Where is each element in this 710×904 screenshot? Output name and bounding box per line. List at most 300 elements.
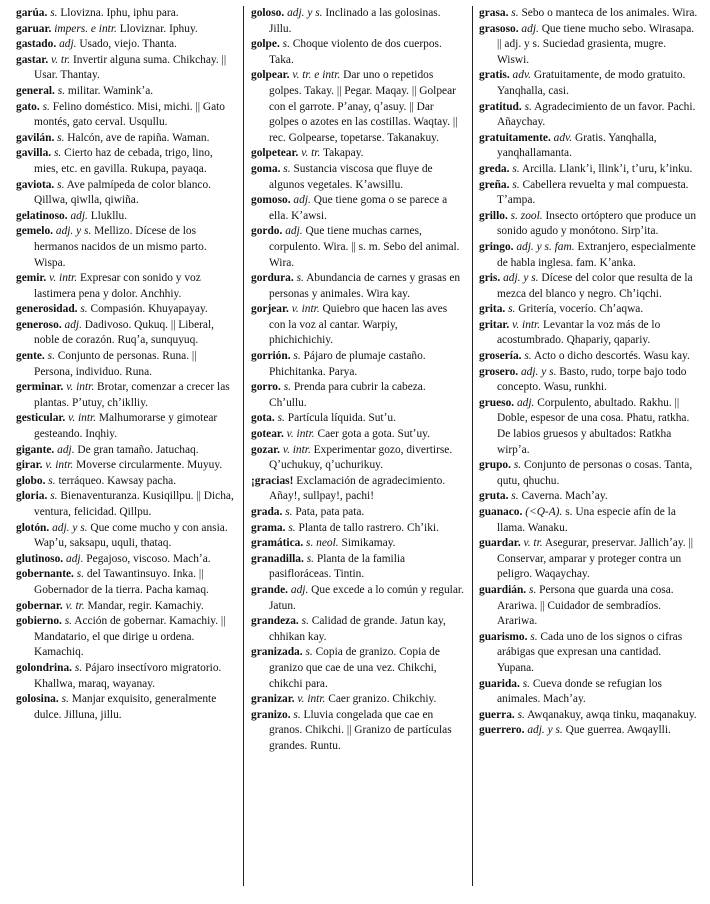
dictionary-entry — [16, 22, 235, 38]
dictionary-entry — [251, 271, 464, 302]
entry-grammar: s. — [517, 708, 525, 721]
entry-definition: Dadivoso. Qukuq. || Liberal, noble de corazón. Ruqʼa, sunquyuq. — [34, 318, 214, 347]
entry-headword: gente. — [16, 350, 45, 363]
entry-definition: De gran tamaño. Jatuchaq. — [77, 443, 199, 456]
dictionary-entry — [479, 458, 698, 489]
entry-grammar: (<Q-A). — [525, 506, 563, 518]
entry-definition: Inclinado a las golosinas. Jillu. — [269, 7, 441, 35]
dictionary-column-3 — [472, 6, 710, 739]
entry-grammar: v. tr. e intr. — [292, 69, 341, 82]
entry-grammar: s. — [511, 490, 519, 503]
entry-headword: grandeza. — [251, 615, 299, 628]
entry-grammar: s. — [524, 350, 532, 363]
entry-definition: Prenda para cubrir la cabeza. Chʼullu. — [269, 381, 426, 409]
dictionary-entry — [16, 567, 235, 598]
entry-headword: granizo. — [251, 708, 291, 721]
entry-grammar: adj. — [70, 209, 88, 222]
dictionary-entry — [479, 68, 698, 99]
dictionary-entry — [479, 349, 698, 365]
entry-definition: Conjunto de personas. Runa. || Persona, individuo. Runa. — [34, 350, 197, 378]
entry-grammar: adj. y s. — [527, 724, 563, 737]
dictionary-entry — [479, 536, 698, 583]
dictionary-entry — [479, 723, 698, 739]
entry-definition: militar. Waminkʼa. — [67, 84, 154, 97]
entry-grammar: adj. — [516, 396, 535, 409]
dictionary-entry — [251, 193, 464, 224]
entry-headword: globo. — [16, 474, 46, 487]
dictionary-column-2 — [243, 6, 472, 755]
entry-definition: Que tiene goma o se parece a ella. Kʼawsi. — [269, 194, 448, 222]
entry-headword: gobierno. — [16, 615, 62, 628]
dictionary-entry — [479, 209, 698, 240]
entry-headword: golpe. — [251, 38, 280, 51]
entry-grammar: v. tr. — [301, 147, 321, 160]
dictionary-entry — [251, 427, 464, 443]
entry-grammar: adj. — [293, 194, 311, 207]
entry-grammar: s. — [282, 38, 290, 51]
entry-headword: goma. — [251, 162, 281, 175]
entry-grammar: s. — [530, 630, 538, 643]
entry-grammar: adj. y s. — [55, 225, 92, 238]
entry-headword: granizada. — [251, 646, 303, 659]
entry-grammar: adj. — [521, 22, 539, 35]
dictionary-entry — [251, 552, 464, 583]
entry-grammar: s. — [301, 615, 309, 628]
entry-grammar: adj. y s. — [52, 521, 88, 534]
entry-headword: gorjear. — [251, 303, 289, 316]
dictionary-entry — [16, 614, 235, 661]
entry-grammar: v. intr. — [297, 693, 326, 706]
dictionary-entry — [251, 443, 464, 474]
dictionary-entry — [16, 599, 235, 615]
entry-headword: gratis. — [479, 69, 510, 82]
dictionary-entry — [16, 37, 235, 53]
entry-definition: Choque violento de dos cuerpos. Taka. — [269, 38, 442, 66]
entry-grammar: s. — [512, 162, 520, 175]
entry-grammar: s. — [305, 646, 313, 659]
entry-headword: gobernante. — [16, 568, 74, 581]
entry-grammar: adj. — [290, 583, 309, 596]
entry-definition: Acción de gobernar. Kamachiy. || Mandatario, el que dirige u ordena. Kamachiq. — [34, 615, 226, 659]
entry-grammar: adj. — [57, 443, 75, 456]
entry-definition: Bienaventuranza. Kusiqillpu. || Dicha, ventura, felicidad. Qillpu. — [34, 490, 234, 518]
entry-grammar: s. — [61, 693, 69, 706]
entry-headword: gavilla. — [16, 147, 52, 160]
dictionary-entry — [479, 505, 698, 536]
entry-grammar: s. — [296, 272, 304, 285]
dictionary-entry — [251, 536, 464, 552]
entry-definition: Persona que guarda una cosa. Arariwa. || Cuidador de sembradíos. Arariwa. — [497, 583, 674, 628]
entry-grammar: s. zool. — [510, 209, 543, 222]
entry-definition: Halcón, ave de rapiña. Waman. — [67, 131, 210, 144]
dictionary-entry — [16, 318, 235, 349]
entry-definition: Awqanakuy, awqa tinku, maqanakuy. — [527, 708, 697, 721]
dictionary-entry — [16, 661, 235, 692]
entry-grammar: s. — [57, 131, 65, 144]
entry-grammar: s. — [53, 147, 62, 160]
entry-definition: Gratuitamente, de modo gratuito. Yanqhalla, casi. — [497, 69, 686, 97]
entry-definition: del Tawantinsuyo. Inka. || Gobernador de la tierra. Pacha kamaq. — [34, 568, 209, 596]
dictionary-entry — [251, 474, 464, 505]
entry-definition: Brotar, comenzar a crecer las plantas. Pʼutuy, chʼiklliy. — [34, 381, 230, 409]
entry-headword: glotón. — [16, 521, 50, 534]
entry-headword: gastar. — [16, 53, 49, 66]
entry-definition: Exclamación de agradecimiento. Añay!, sullpay!, pachi! — [269, 474, 446, 503]
dictionary-entry — [16, 178, 235, 209]
entry-headword: gris. — [479, 272, 501, 285]
dictionary-entry — [16, 443, 235, 459]
dictionary-entry — [251, 614, 464, 645]
entry-headword: gozar. — [251, 443, 280, 456]
entry-definition: Calidad de grande. Jatun kay, chhikan kay. — [269, 615, 446, 643]
entry-definition: Que tiene mucho sebo. Wirasapa. || adj. y s. Suciedad grasienta, mugre. Wiswi. — [497, 22, 695, 66]
dictionary-entry — [251, 68, 464, 146]
entry-grammar: adj. — [66, 552, 84, 565]
dictionary-entry — [16, 224, 235, 271]
dictionary-entry — [16, 302, 235, 318]
entry-definition: Pata, pata pata. — [295, 506, 365, 518]
entry-definition: Copia de granizo. Copia de granizo que cae de una vez. Chikchi, chikchi para. — [269, 646, 440, 690]
entry-headword: gratuitamente. — [479, 131, 551, 144]
entry-headword: gota. — [251, 412, 275, 425]
entry-headword: girar. — [16, 459, 43, 472]
entry-definition: Invertir alguna suma. Chikchay. || Usar. Thantay. — [34, 53, 227, 82]
entry-headword: gavilán. — [16, 131, 55, 144]
entry-definition: Manjar exquisito, generalmente dulce. Jilluna, jillu. — [34, 693, 217, 721]
dictionary-entry — [479, 583, 698, 630]
entry-grammar: s. — [293, 350, 301, 363]
dictionary-entry — [479, 178, 698, 209]
dictionary-entry — [479, 100, 698, 131]
dictionary-entry — [479, 318, 698, 349]
entry-headword: guanaco. — [479, 506, 523, 518]
entry-headword: gorrión. — [251, 350, 291, 363]
entry-grammar: s. — [50, 7, 58, 19]
entry-definition: Corpulento, abultado. Rakhu. || Doble, espesor de una cosa. Phatu, ratkha. De labios gruesos y abultados: Ratkha wirpʼa. — [497, 396, 690, 456]
entry-definition: Experimentar gozo, divertirse. Qʼuchukuy, qʼuchurikuy. — [269, 443, 453, 472]
entry-headword: grupo. — [479, 459, 511, 472]
entry-headword: gorro. — [251, 381, 281, 394]
entry-headword: generoso. — [16, 318, 62, 331]
entry-headword: gruta. — [479, 490, 509, 503]
dictionary-entry — [479, 630, 698, 677]
dictionary-entry — [251, 224, 464, 271]
dictionary-entry — [16, 521, 235, 552]
entry-headword: golpetear. — [251, 147, 299, 160]
entry-grammar: v. tr. — [51, 53, 71, 66]
entry-definition: Cada uno de los signos o cifras arábigas que expresan una cantidad. Yupana. — [497, 630, 683, 674]
entry-definition: Planta de tallo rastrero. Chʼiki. — [298, 521, 439, 534]
dictionary-entry — [251, 505, 464, 521]
entry-definition: Acto o dicho descortés. Wasu kay. — [533, 350, 690, 363]
entry-definition: Pegajoso, viscoso. Machʼa. — [86, 552, 211, 565]
entry-definition: Que tiene muchas carnes, corpulento. Wira. || s. m. Sebo del animal. Wira. — [269, 225, 460, 269]
entry-headword: greda. — [479, 162, 510, 175]
entry-headword: golosina. — [16, 693, 59, 706]
entry-grammar: v. intr. — [282, 443, 311, 456]
entry-definition: Levantar la voz más de lo acostumbrado. Qhapariy, qapariy. — [497, 318, 661, 347]
entry-grammar: v. intr. — [66, 381, 95, 394]
entry-grammar: s. — [76, 568, 85, 581]
entry-grammar: v. intr. — [49, 272, 78, 285]
entry-grammar: s. — [512, 178, 520, 191]
entry-grammar: s. — [524, 100, 532, 113]
dictionary-entry — [251, 692, 464, 708]
entry-headword: goloso. — [251, 7, 285, 19]
entry-grammar: s. — [513, 459, 522, 472]
entry-headword: grosero. — [479, 365, 519, 378]
entry-grammar: s. — [64, 615, 73, 628]
entry-grammar: s. — [283, 162, 291, 175]
entry-definition: Llovizna. Iphu, iphu para. — [60, 7, 179, 19]
entry-grammar: impers. e intr. — [54, 22, 117, 35]
entry-definition: Dícese del color que resulta de la mezca del blanco y negro. Chʼiqchi. — [497, 272, 693, 300]
entry-grammar: adj. — [285, 225, 303, 238]
entry-grammar: s. — [293, 708, 301, 721]
dictionary-entry — [479, 271, 698, 302]
entry-headword: gaviota. — [16, 178, 55, 191]
entry-definition: Planta de la familia pasifloráceas. Tintin. — [269, 552, 406, 581]
entry-headword: glutinoso. — [16, 552, 64, 565]
entry-headword: grama. — [251, 521, 286, 534]
dictionary-entry — [16, 100, 235, 131]
entry-headword: garuar. — [16, 22, 52, 35]
dictionary-entry — [16, 349, 235, 380]
entry-grammar: s. — [47, 350, 55, 363]
dictionary-entry — [479, 131, 698, 162]
entry-headword: gastado. — [16, 38, 57, 51]
entry-grammar: s. — [57, 84, 66, 97]
entry-definition: Partícula líquida. Sutʼu. — [287, 412, 396, 425]
entry-grammar: adj. y s. — [520, 365, 557, 378]
entry-headword: guerrero. — [479, 724, 525, 737]
dictionary-entry — [251, 6, 464, 37]
dictionary-entry — [251, 37, 464, 68]
dictionary-entry — [16, 53, 235, 84]
column-divider — [472, 6, 473, 886]
entry-headword: gesticular. — [16, 412, 66, 425]
dictionary-entry — [16, 380, 235, 411]
dictionary-entry — [251, 162, 464, 193]
entry-definition: terráqueo. Kawsay pacha. — [58, 474, 177, 487]
entry-definition: Compasión. Khuyapayay. — [90, 303, 208, 316]
entry-definition: Pájaro insectívoro migratorio. Khallwa, maraq, wayanay. — [34, 661, 222, 690]
entry-headword: gringo. — [479, 240, 514, 253]
entry-grammar: v. tr. — [523, 537, 543, 550]
entry-definition: Mellizo. Dícese de los hermanos nacidos de un mismo parto. Wispa. — [34, 225, 207, 269]
entry-definition: Agradecimiento de un favor. Pachi. Añaychay. — [497, 100, 696, 129]
entry-headword: general. — [16, 84, 55, 97]
entry-grammar: s. — [283, 381, 291, 394]
entry-headword: golpear. — [251, 69, 290, 82]
entry-grammar: v. intr. — [512, 318, 541, 331]
entry-grammar: s. — [74, 661, 83, 674]
dictionary-entry — [16, 131, 235, 147]
dictionary-entry — [251, 302, 464, 349]
dictionary-entry — [16, 458, 235, 474]
entry-definition: Lloviznar. Iphuy. — [119, 22, 198, 35]
entry-grammar: s. — [42, 100, 50, 113]
dictionary-column-1 — [0, 6, 243, 723]
dictionary-entry — [251, 521, 464, 537]
entry-definition: Lluvia congelada que cae en granos. Chikchi. || Granizo de partículas grandes. Runtu. — [269, 708, 452, 752]
entry-definition: Sustancia viscosa que fluye de algunos vegetales. Kʼawsillu. — [269, 162, 433, 191]
entry-headword: gramática. — [251, 537, 304, 550]
entry-definition: Basto, rudo, torpe bajo todo concepto. Wasu, runkhi. — [497, 365, 687, 394]
entry-definition: Arcilla. Llankʼi, llinkʼi, tʼuru, kʼinku. — [521, 162, 693, 175]
dictionary-entry — [16, 692, 235, 723]
entry-grammar: s. neol. — [306, 537, 339, 550]
entry-definition: Quiebro que hacen las aves con la voz al cantar. Warpiy, phichichichiy. — [269, 303, 448, 347]
entry-definition: Caer gota a gota. Sutʼuy. — [317, 428, 430, 441]
entry-grammar: adj. — [64, 318, 82, 331]
dictionary-entry — [16, 552, 235, 568]
entry-grammar: s. — [48, 474, 56, 487]
entry-definition: Usado, viejo. Thanta. — [79, 38, 177, 51]
entry-definition: Mandar, regir. Kamachiy. — [87, 599, 204, 612]
entry-definition: Cueva donde se refugian los animales. Machʼay. — [497, 677, 662, 706]
entry-grammar: v. tr. — [65, 599, 85, 612]
dictionary-entry — [251, 645, 464, 692]
entry-grammar: s. — [57, 178, 65, 191]
dictionary-entry — [251, 411, 464, 427]
dictionary-entry — [479, 22, 698, 69]
entry-definition: Que excede a lo común y regular. Jatun. — [269, 583, 464, 612]
dictionary-entry — [251, 146, 464, 162]
dictionary-entry — [479, 677, 698, 708]
entry-headword: guarismo. — [479, 630, 528, 643]
entry-headword: gobernar. — [16, 599, 63, 612]
dictionary-entry — [479, 6, 698, 22]
entry-headword: greña. — [479, 178, 510, 191]
entry-definition: Takapay. — [322, 147, 364, 160]
dictionary-entry — [479, 162, 698, 178]
entry-definition: Insecto ortóptero que produce un sonido agudo y monótono. Sirpʼita. — [497, 209, 697, 238]
entry-grammar: s. — [508, 303, 516, 316]
entry-grammar: adv. — [553, 131, 573, 144]
entry-headword: gato. — [16, 100, 40, 113]
entry-grammar: s. — [522, 677, 530, 690]
entry-definition: s. Una especie afín de la llama. Wanaku. — [497, 506, 676, 534]
entry-grammar: s. — [277, 412, 285, 425]
dictionary-entry — [16, 411, 235, 442]
entry-grammar: s. — [511, 7, 519, 19]
entry-definition: Cierto haz de cebada, trigo, lino, mies, etc. en gavilla. Rukupa, payaqa. — [34, 147, 213, 175]
entry-definition: Abundancia de carnes y grasas en personas y animales. Wira kay. — [269, 272, 461, 300]
entry-headword: grita. — [479, 303, 506, 316]
entry-grammar: v. intr. — [68, 412, 97, 425]
entry-headword: garúa. — [16, 7, 48, 19]
entry-definition: Pájaro de plumaje castaño. Phichitanka. Parya. — [269, 350, 426, 378]
entry-headword: ¡gracias! — [251, 474, 294, 487]
entry-definition: Cabellera revuelta y mal compuesta. Tʼampa. — [497, 178, 689, 207]
entry-definition: Caverna. Machʼay. — [521, 490, 608, 503]
entry-headword: gordo. — [251, 225, 283, 238]
entry-headword: generosidad. — [16, 303, 78, 316]
entry-headword: gotear. — [251, 428, 284, 441]
entry-definition: Extranjero, especialmente de habla inglesa. fam. Kʼanka. — [497, 240, 696, 269]
entry-grammar: adj. y s. — [287, 7, 323, 19]
entry-headword: gratitud. — [479, 100, 522, 113]
entry-headword: guardián. — [479, 583, 527, 596]
entry-headword: golondrina. — [16, 661, 73, 674]
entry-headword: grande. — [251, 583, 289, 596]
dictionary-entry — [479, 302, 698, 318]
entry-grammar: v. intr. — [286, 428, 315, 441]
entry-grammar: v. intr. — [45, 459, 74, 472]
entry-headword: gritar. — [479, 318, 510, 331]
dictionary-entry — [16, 84, 235, 100]
entry-definition: Gritería, vocerío. Chʼaqwa. — [518, 303, 644, 316]
entry-definition: Gratis. Yanqhalla, yanqhallamanta. — [497, 131, 657, 160]
dictionary-entry — [251, 583, 464, 614]
dictionary-entry — [479, 396, 698, 458]
entry-definition: Que come mucho y con ansia. Wapʼu, saksapu, uquli, thataq. — [34, 521, 228, 550]
dictionary-entry — [479, 240, 698, 271]
entry-headword: gigante. — [16, 443, 55, 456]
dictionary-entry — [479, 489, 698, 505]
entry-headword: gemir. — [16, 272, 47, 285]
entry-grammar: s. — [529, 583, 537, 596]
entry-definition: Dar uno o repetidos golpes. Takay. || Pegar. Maqay. || Golpear con el garrote. Pʼanay, qʼasuy. || Dar golpes o azotes en las costillas. Waqtay. || rec. Golpearse, topetarse. Takanakuy. — [269, 69, 458, 144]
entry-headword: gomoso. — [251, 194, 291, 207]
entry-headword: gordura. — [251, 272, 294, 285]
dictionary-entry — [16, 6, 235, 22]
dictionary-entry — [251, 349, 464, 380]
dictionary-entry — [16, 271, 235, 302]
dictionary-entry — [251, 708, 464, 755]
entry-grammar: s. — [80, 303, 88, 316]
entry-definition: Llukllu. — [90, 209, 128, 222]
entry-grammar: s. — [50, 490, 58, 503]
entry-headword: grueso. — [479, 396, 515, 409]
entry-grammar: v. intr. — [291, 303, 320, 316]
entry-grammar: adv. — [512, 69, 531, 82]
entry-headword: grasoso. — [479, 22, 519, 35]
entry-headword: grasa. — [479, 7, 509, 19]
entry-definition: Felino doméstico. Misi, michi. || Gato montés, gato cerval. Usqullu. — [34, 100, 225, 129]
entry-grammar: adj. y s. — [503, 272, 539, 285]
entry-definition: Ave palmípeda de color blanco. Qillwa, qiwlla, qiwiña. — [34, 178, 211, 207]
entry-headword: gelatinoso. — [16, 209, 68, 222]
entry-grammar: adj. — [59, 38, 77, 51]
entry-headword: guardar. — [479, 537, 521, 550]
entry-definition: Que guerrea. Awqaylli. — [565, 724, 671, 737]
entry-headword: germinar. — [16, 381, 64, 394]
entry-headword: grada. — [251, 506, 283, 518]
entry-headword: gloria. — [16, 490, 48, 503]
entry-definition: Expresar con sonido y voz lastimera pena y dolor. Anchhiy. — [34, 272, 201, 300]
dictionary-entry — [16, 489, 235, 520]
entry-headword: guarida. — [479, 677, 520, 690]
dictionary-entry — [479, 708, 698, 724]
entry-headword: guerra. — [479, 708, 515, 721]
entry-headword: gemelo. — [16, 225, 54, 238]
entry-definition: Malhumorarse y gimotear gesteando. Inqhiy. — [34, 412, 218, 441]
entry-headword: grosería. — [479, 350, 522, 363]
entry-definition: Moverse circularmente. Muyuy. — [76, 459, 223, 472]
entry-grammar: adj. y s. fam. — [516, 240, 575, 253]
dictionary-entry — [479, 365, 698, 396]
entry-definition: Caer granizo. Chikchiy. — [328, 693, 437, 706]
entry-definition: Simikamay. — [341, 537, 396, 550]
entry-definition: Conjunto de personas o cosas. Tanta, qutu, qhuchu. — [497, 459, 693, 487]
entry-grammar: s. — [288, 521, 296, 534]
entry-headword: granizar. — [251, 693, 295, 706]
entry-headword: grillo. — [479, 209, 508, 222]
entry-headword: granadilla. — [251, 552, 304, 565]
column-divider — [243, 6, 244, 886]
